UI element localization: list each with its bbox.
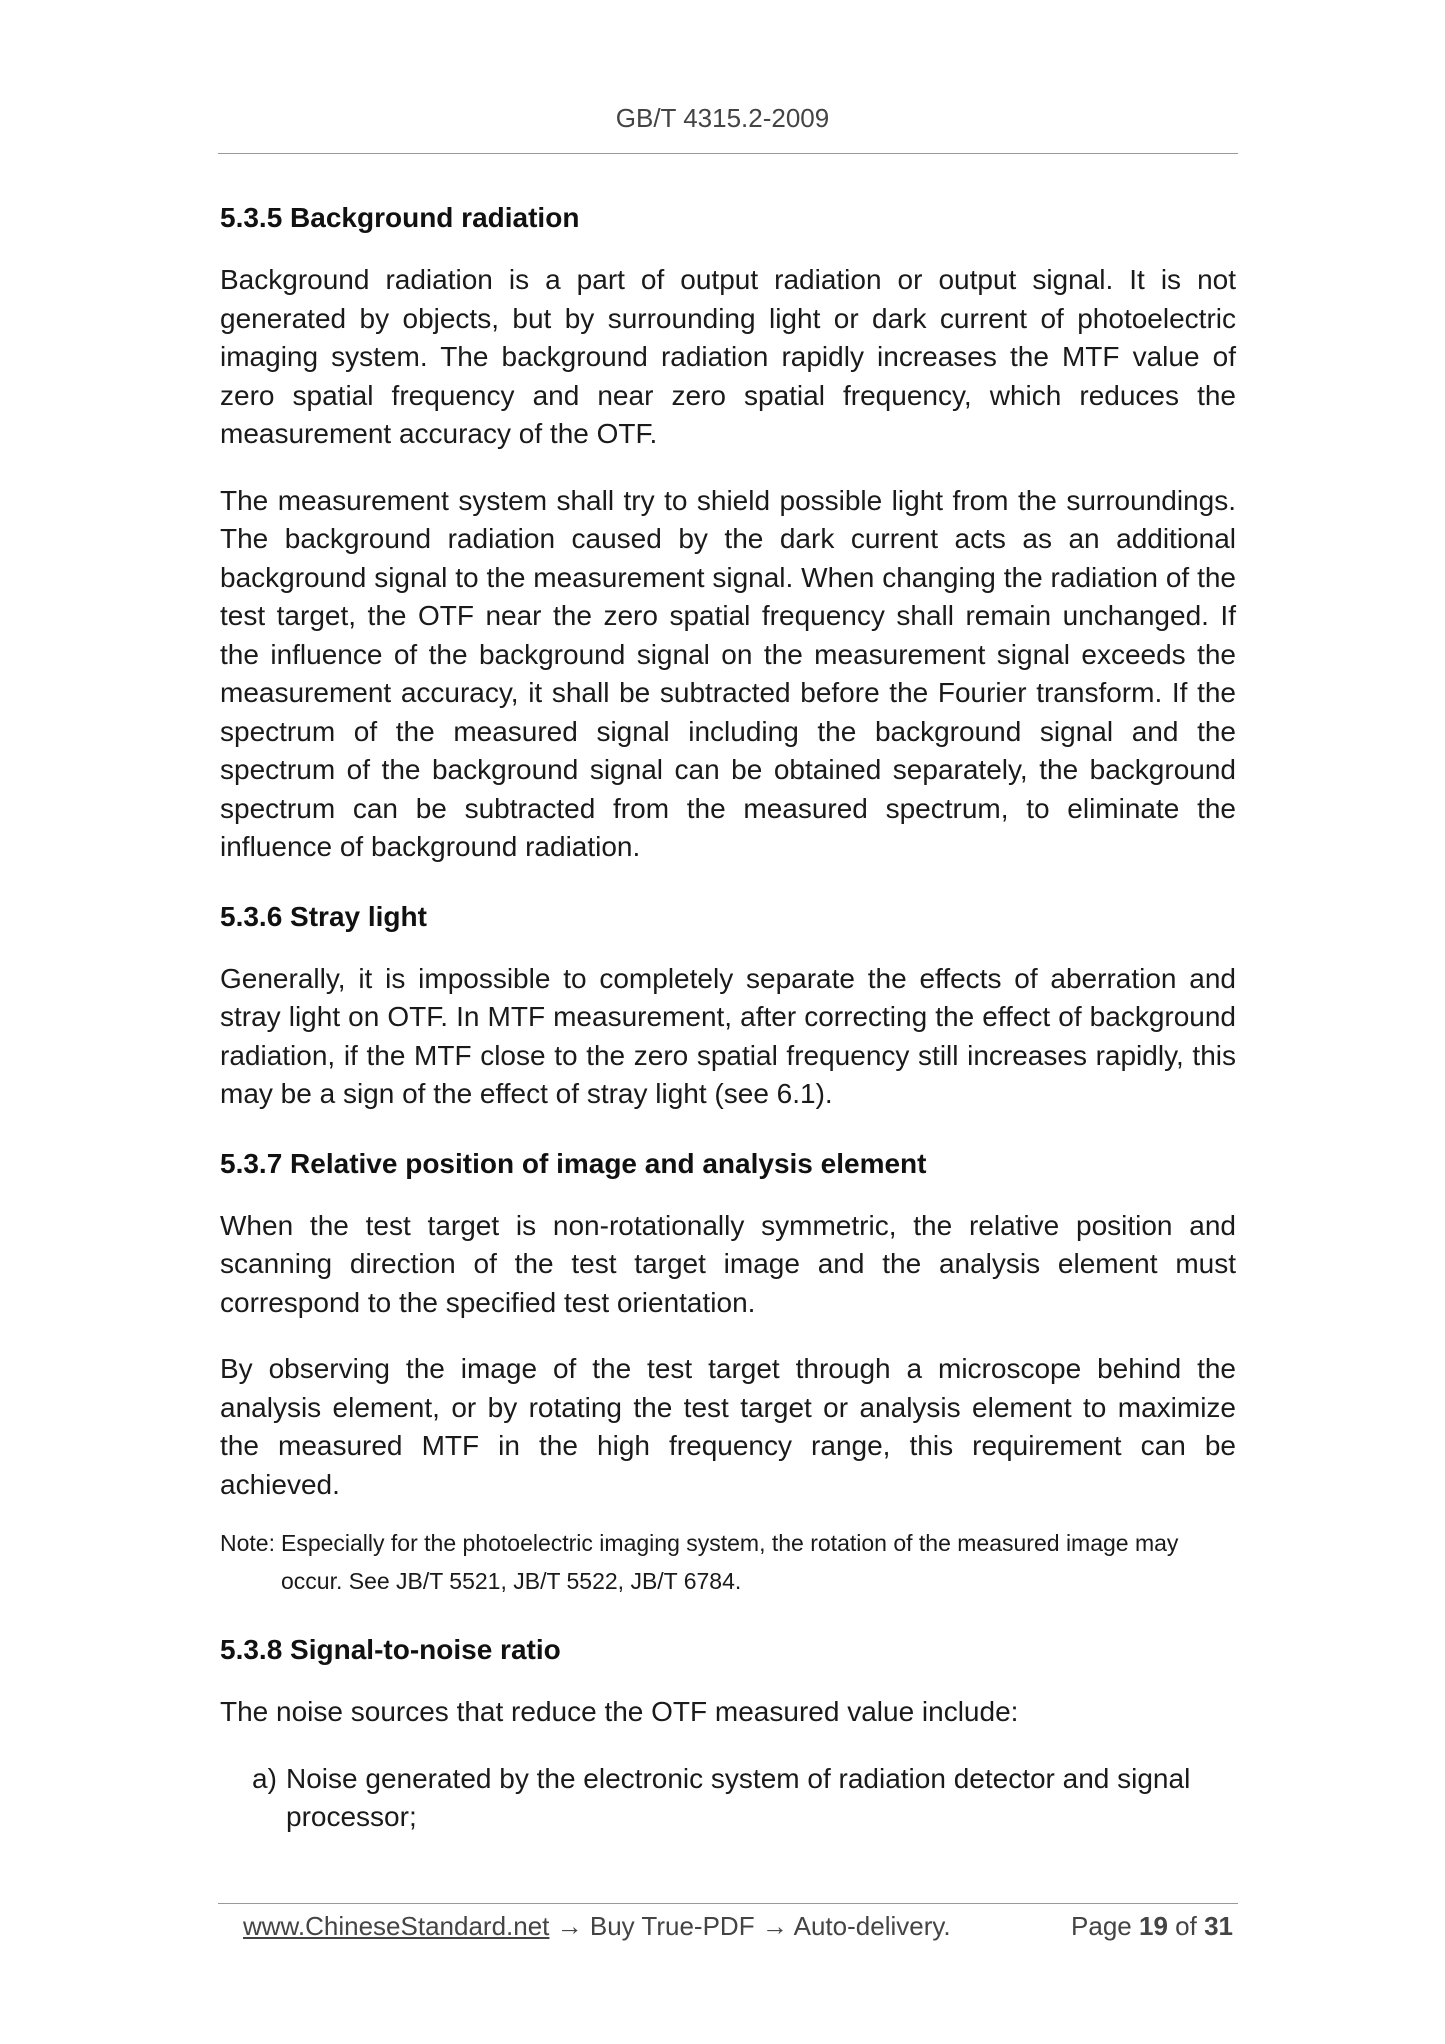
page-label: Page (1071, 1911, 1132, 1941)
note-text: Especially for the photoelectric imaging system, the rotation of the measured image may occur. See JB/T 5521, JB/T 5522, JB/T 6784. (280, 1530, 1179, 1594)
page-content (220, 196, 1236, 1837)
paragraph: The noise sources that reduce the OTF measured value include: (220, 1696, 1019, 1727)
page-total: 31 (1204, 1911, 1233, 1941)
arrow-right-icon: → (761, 1911, 788, 1941)
header-divider (218, 153, 1238, 154)
paragraph: When the test target is non-rotationally symmetric, the relative position and scanning direction of the test target image and the analysis element must correspond to the specified test orientation. (220, 1209, 1236, 1318)
list-marker: a) (252, 1762, 277, 1794)
paragraph: The measurement system shall try to shield possible light from the surroundings. The background radiation caused by the dark current acts as an additional background signal to the measurement signal. When changing the radiation of the test target, the OTF near the zero spatial frequency shall remain unchanged. If the influence of the background signal on the measurement signal exceeds the measurement accuracy, it shall be subtracted before the Fourier transform. If the spectrum of the measured signal including the background signal and the spectrum of the background signal can be obtained separately, the background spectrum can be subtracted from the measured spectrum, to eliminate the influence of background radiation. (220, 484, 1236, 862)
section-heading-5-3-7: 5.3.7 Relative position of image and analysis element (220, 1147, 927, 1179)
section-heading-5-3-6: 5.3.6 Stray light (220, 900, 427, 932)
paragraph: Generally, it is impossible to completely separate the effects of aberration and stray light on OTF. In MTF measurement, after correcting the effect of background radiation, if the MTF close to the zero spatial frequency still increases rapidly, this may be a sign of the effect of stray light (see 6.1). (220, 962, 1236, 1109)
page-current: 19 (1139, 1911, 1168, 1941)
buy-pdf-text: Buy True-PDF (589, 1911, 755, 1941)
section-heading-5-3-8: 5.3.8 Signal-to-noise ratio (220, 1634, 561, 1665)
auto-delivery-text: Auto-delivery. (793, 1911, 951, 1941)
website-link[interactable]: www.ChineseStandard.net (243, 1911, 550, 1941)
note (220, 1524, 1236, 1600)
footer-divider (218, 1903, 1238, 1904)
paragraph: By observing the image of the test target through a microscope behind the analysis element, or by rotating the test target or analysis element to maximize the measured MTF in the high frequency range, this requirement can be achieved. (220, 1353, 1236, 1500)
of-label: of (1175, 1911, 1197, 1941)
page-indicator (1071, 1906, 1233, 1946)
arrow-right-icon: → (556, 1911, 583, 1941)
section-heading-5-3-5: 5.3.5 Background radiation (220, 202, 580, 233)
note-label: Note: (220, 1530, 275, 1556)
list-item (220, 1760, 1236, 1837)
list-item-text: Noise generated by the electronic system of radiation detector and signal processor; (286, 1762, 1191, 1832)
page-footer (243, 1906, 1233, 1946)
paragraph: Background radiation is a part of output radiation or output signal. It is not generated by objects, but by surrounding light or dark current of photoelectric imaging system. The background radiation rapidly increases the MTF value of zero spatial frequency and near zero spatial frequency, which reduces the measurement accuracy of the OTF. (220, 264, 1236, 449)
footer-left (243, 1906, 951, 1946)
document-header-title: GB/T 4315.2-2009 (615, 103, 830, 133)
